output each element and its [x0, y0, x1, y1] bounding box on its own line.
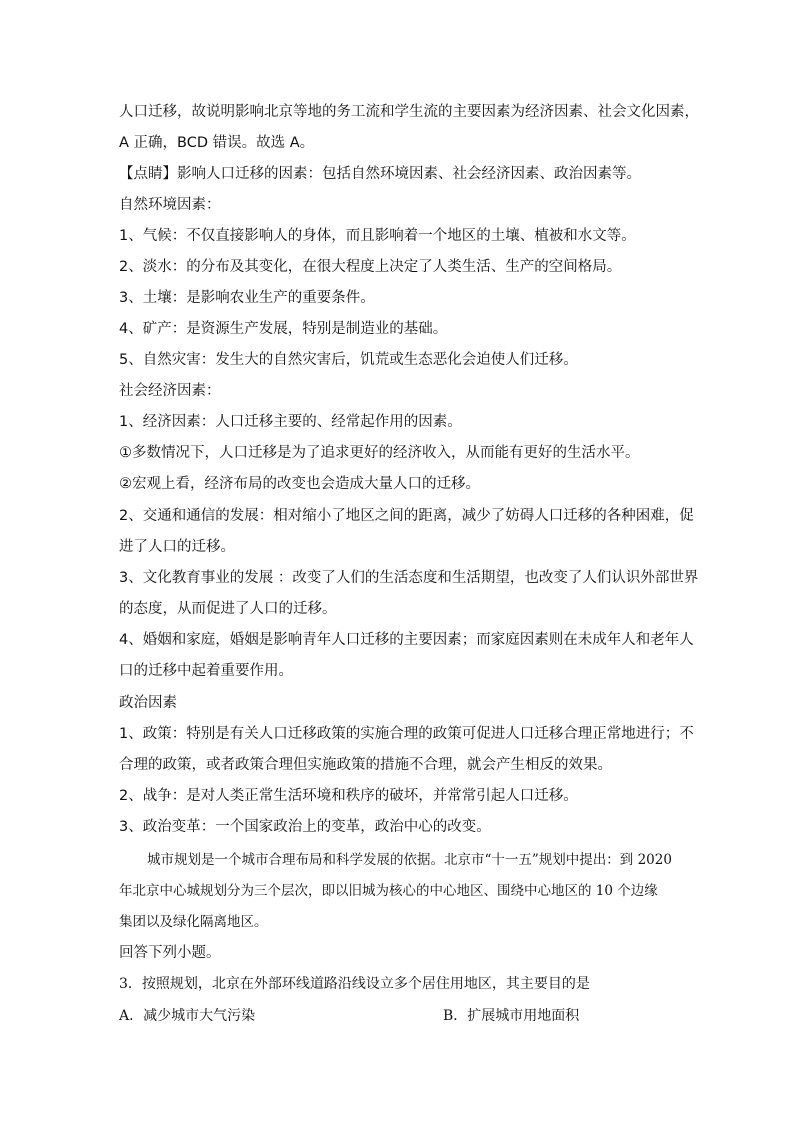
text-line: 的态度，从而促进了人口的迁移。: [119, 601, 337, 617]
text-line: 2、交通和通信的发展：相对缩小了地区之间的距离，减少了妨碍人口迁移的各种困难，促: [119, 508, 694, 524]
text-line: 1、政策：特别是有关人口迁移政策的实施合理的政策可促进人口迁移合理正常地进行；不: [119, 726, 694, 742]
text-line: 人口迁移，故说明影响北京等地的务工流和学生流的主要因素为经济因素、社会文化因素，: [119, 104, 699, 120]
text-line: 1、经济因素：人口迁移主要的、经常起作用的因素。: [119, 414, 462, 430]
text-line: 3、文化教育事业的发展 ：改变了人们的生活态度和生活期望，也改变了人们认识外部世界: [119, 570, 699, 586]
text-line: 3、土壤：是影响农业生产的重要条件。: [119, 290, 375, 306]
question-stem: 3．按照规划，北京在外部环线道路沿线设立多个居住用地区，其主要目的是: [119, 976, 590, 992]
text-line: 【点睛】影响人口迁移的因素：包括自然环境因素、社会经济因素、政治因素等。: [119, 166, 641, 182]
text-line: 1、气候：不仅直接影响人的身体，而且影响着一个地区的土壤、植被和水文等。: [119, 228, 636, 244]
text-line: 5、自然灾害：发生大的自然灾害后，饥荒或生态恶化会迫使人们迁移。: [119, 352, 578, 368]
text-line: 2、战争：是对人类正常生活环境和秩序的破坏，并常常引起人口迁移。: [119, 788, 578, 804]
passage-line: 城市规划是一个城市合理布局和科学发展的依据。北京市“十一五”规划中提出：到 2020: [147, 852, 672, 868]
section-heading: 自然环境因素：: [119, 197, 221, 213]
text-line: A 正确，BCD 错误。故选 A。: [119, 135, 315, 151]
text-line: ①多数情况下，人口迁移是为了追求更好的经济收入，从而能有更好的生活水平。: [119, 445, 640, 461]
text-line: ②宏观上看，经济布局的改变也会造成大量人口的迁移。: [119, 476, 480, 492]
option-b: B．扩展城市用地面积: [443, 1008, 580, 1024]
text-line: 3、政治变革：一个国家政治上的变革，政治中心的改变。: [119, 819, 491, 835]
option-a: A．减少城市大气污染: [119, 1008, 256, 1024]
answer-prompt: 回答下列小题。: [119, 945, 221, 961]
text-line: 4、婚姻和家庭，婚姻是影响青年人口迁移的主要因素；而家庭因素则在未成年人和老年人: [119, 632, 694, 648]
section-heading: 政治因素: [119, 695, 177, 711]
passage-line: 集团以及绿化隔离地区。: [119, 914, 268, 930]
text-line: 进了人口的迁移。: [119, 539, 235, 555]
section-heading: 社会经济因素：: [119, 383, 221, 399]
passage-line: 年北京中心城规划分为三个层次，即以旧城为核心的中心地区、围绕中心地区的 10 个边缘: [119, 883, 658, 899]
text-line: 4、矿产：是资源生产发展，特别是制造业的基础。: [119, 321, 448, 337]
text-line: 合理的政策，或者政策合理但实施政策的措施不合理，就会产生相反的效果。: [119, 757, 612, 773]
text-line: 口的迁移中起着重要作用。: [119, 663, 293, 679]
text-line: 2、淡水：的分布及其变化，在很大程度上决定了人类生活、生产的空间格局。: [119, 259, 622, 275]
